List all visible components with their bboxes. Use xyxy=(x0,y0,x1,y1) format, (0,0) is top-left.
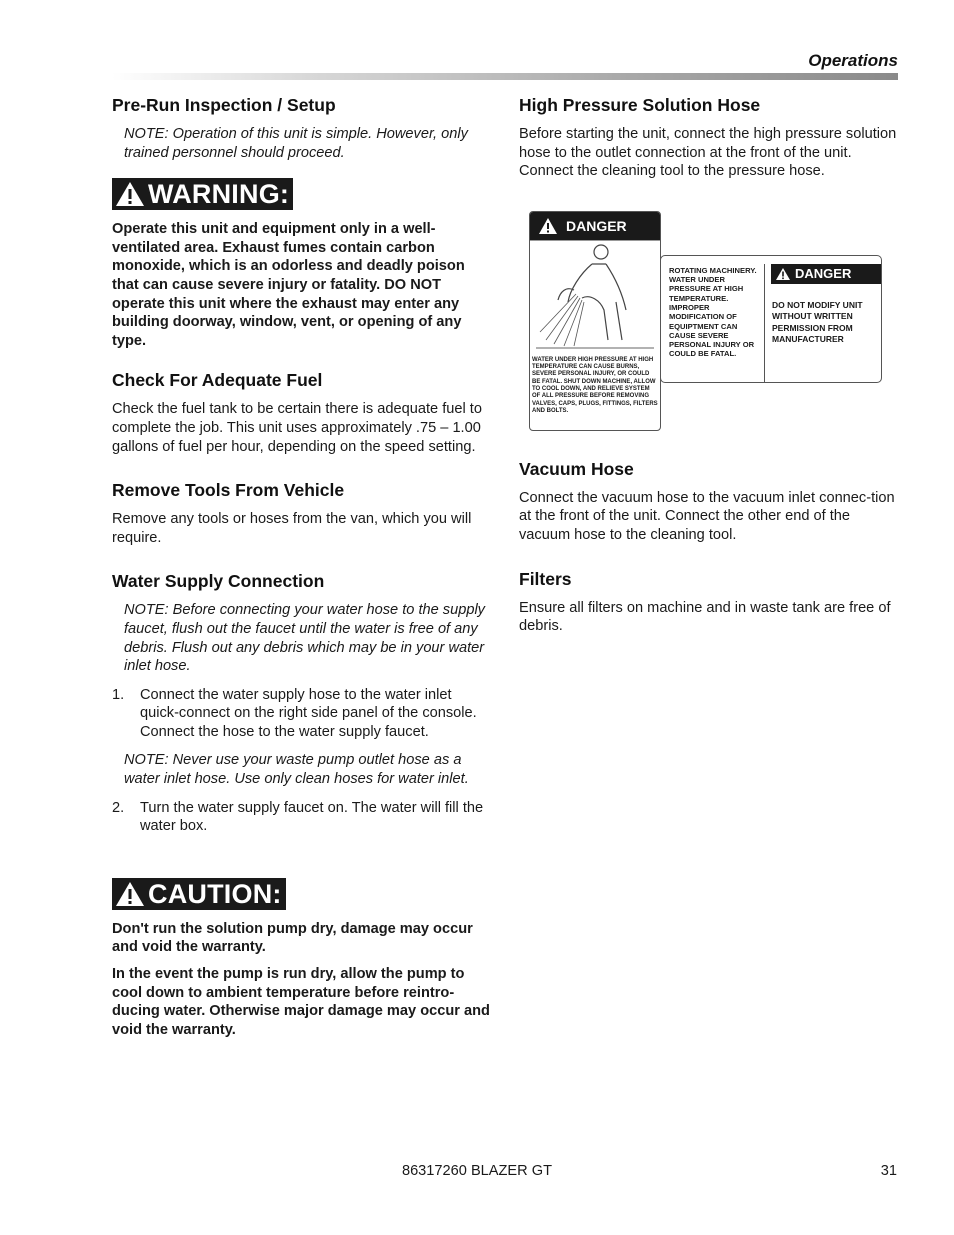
footer-page-number: 31 xyxy=(880,1163,897,1179)
left-column xyxy=(112,95,492,1039)
water-section xyxy=(112,571,492,836)
tools-heading: Remove Tools From Vehicle xyxy=(112,480,345,501)
caution-triangle-icon xyxy=(115,880,145,908)
caution-text-1: Don't run the solution pump dry, damage may occur and void the warranty. xyxy=(112,920,473,956)
warning-text: Operate this unit and equipment only in a well-ventilated area. Exhaust fumes contain carbon monoxide, which is an odorless and deadly poison that can cause severe injury or fatality. DO NOT operate this unit where the exhaust may enter any building doorway, window, vent, or opening of any type. xyxy=(112,221,465,349)
warning-label: WARNING: xyxy=(148,179,290,210)
footer-document-id: 86317260 BLAZER GT xyxy=(401,1163,553,1179)
filters-section xyxy=(519,569,901,636)
water-note-2: NOTE: Never use your waste pump outlet hose as a water inlet hose. Use only clean hoses for water inlet. xyxy=(124,752,469,788)
warning-triangle-icon xyxy=(115,180,145,208)
fuel-section xyxy=(112,370,492,456)
hp-hose-heading: High Pressure Solution Hose xyxy=(519,95,761,115)
header-rule xyxy=(112,73,898,80)
water-step-2 xyxy=(112,799,492,836)
danger-label-header-2 xyxy=(771,264,881,284)
step-number: 1. xyxy=(112,686,125,703)
fuel-text: Check the fuel tank to be certain there is adequate fuel to complete the job. This unit uses approximately .75 – 1.00 gallons of fuel per hour, depending on the speed setting. xyxy=(112,401,482,455)
filters-text: Ensure all filters on machine and in waste tank are free of debris. xyxy=(519,599,891,635)
danger-label-burn xyxy=(529,211,661,431)
step-number: 2. xyxy=(112,799,125,816)
danger-labels-figure xyxy=(519,211,901,451)
water-note-1: NOTE: Before connecting your water hose to the supply faucet, flush out the faucet until the water is free of any debris. Flush out any debris which may be in your water inlet hose. xyxy=(124,602,485,675)
vacuum-text: Connect the vacuum hose to the vacuum inlet connec-tion at the front of the unit. Connect the other end of the vacuum hose to the cleaning tool. xyxy=(519,489,895,543)
danger-label-header xyxy=(530,212,660,240)
spray-injury-icon xyxy=(530,240,660,360)
danger-label-title: DANGER xyxy=(566,217,627,234)
danger-triangle-icon xyxy=(538,217,558,235)
tools-section xyxy=(112,480,492,547)
step-text: Connect the water supply hose to the water inlet quick-connect on the right side panel of the console. Connect the hose to the water supply faucet. xyxy=(140,686,477,740)
danger-label-modification xyxy=(660,255,882,383)
danger-label-text: WATER UNDER HIGH PRESSURE AT HIGH TEMPERATURE CAN CAUSE BURNS, SEVERE PERSONAL INJURY, OR COULD BE FATAL. SHUT DOWN MACHINE, ALLOW TO COOL DOWN, AND RELIEVE SYSTEM OF ALL PRESSURE BEFORE REMOVING VALVES, CAPS, PLUGS, FITTINGS, FILTERS AND BOLTS. xyxy=(532,356,658,414)
label-divider xyxy=(764,264,765,382)
caution-label: CAUTION: xyxy=(148,878,282,909)
modification-warning-text: ROTATING MACHINERY. WATER UNDER PRESSURE AT HIGH TEMPERATURE. IMPROPER MODIFICATION OF EQUIPTMENT CAN CAUSE SEVERE PERSONAL INJURY OR COULD BE FATAL. xyxy=(669,265,757,359)
vacuum-heading: Vacuum Hose xyxy=(519,458,634,479)
step-text: Turn the water supply faucet on. The water will fill the water box. xyxy=(140,799,484,835)
water-steps xyxy=(112,686,492,742)
water-steps-2 xyxy=(112,799,492,836)
danger-triangle-icon-2 xyxy=(775,267,791,281)
warning-banner xyxy=(112,178,293,210)
vacuum-section xyxy=(519,459,901,545)
caution-banner xyxy=(112,878,286,910)
right-column xyxy=(519,95,901,660)
pre-run-note: NOTE: Operation of this unit is simple. However, only trained personnel should proceed. xyxy=(124,126,468,161)
danger-label-title-2: DANGER xyxy=(795,266,852,282)
tools-text: Remove any tools or hoses from the van, which you will require. xyxy=(112,511,472,546)
caution-text-2: In the event the pump is run dry, allow the pump to cool down to ambient temperature before reintro-ducing water. Otherwise major damage may occur and void the warranty. xyxy=(112,966,490,1038)
header-title: Operations xyxy=(808,51,898,70)
pre-run-section xyxy=(112,95,492,162)
pre-run-heading: Pre-Run Inspection / Setup xyxy=(112,95,336,115)
hp-hose-text: Before starting the unit, connect the high pressure solution hose to the outlet connection at the front of the unit. Connect the cleaning tool to the pressure hose. xyxy=(519,126,897,180)
hp-hose-section xyxy=(519,95,901,181)
fuel-heading: Check For Adequate Fuel xyxy=(112,370,323,391)
water-heading: Water Supply Connection xyxy=(112,571,325,592)
do-not-modify-text: DO NOT MODIFY UNIT WITHOUT WRITTEN PERMISSION FROM MANUFACTURER xyxy=(772,299,863,345)
filters-heading: Filters xyxy=(519,568,572,589)
water-step-1 xyxy=(112,686,492,742)
